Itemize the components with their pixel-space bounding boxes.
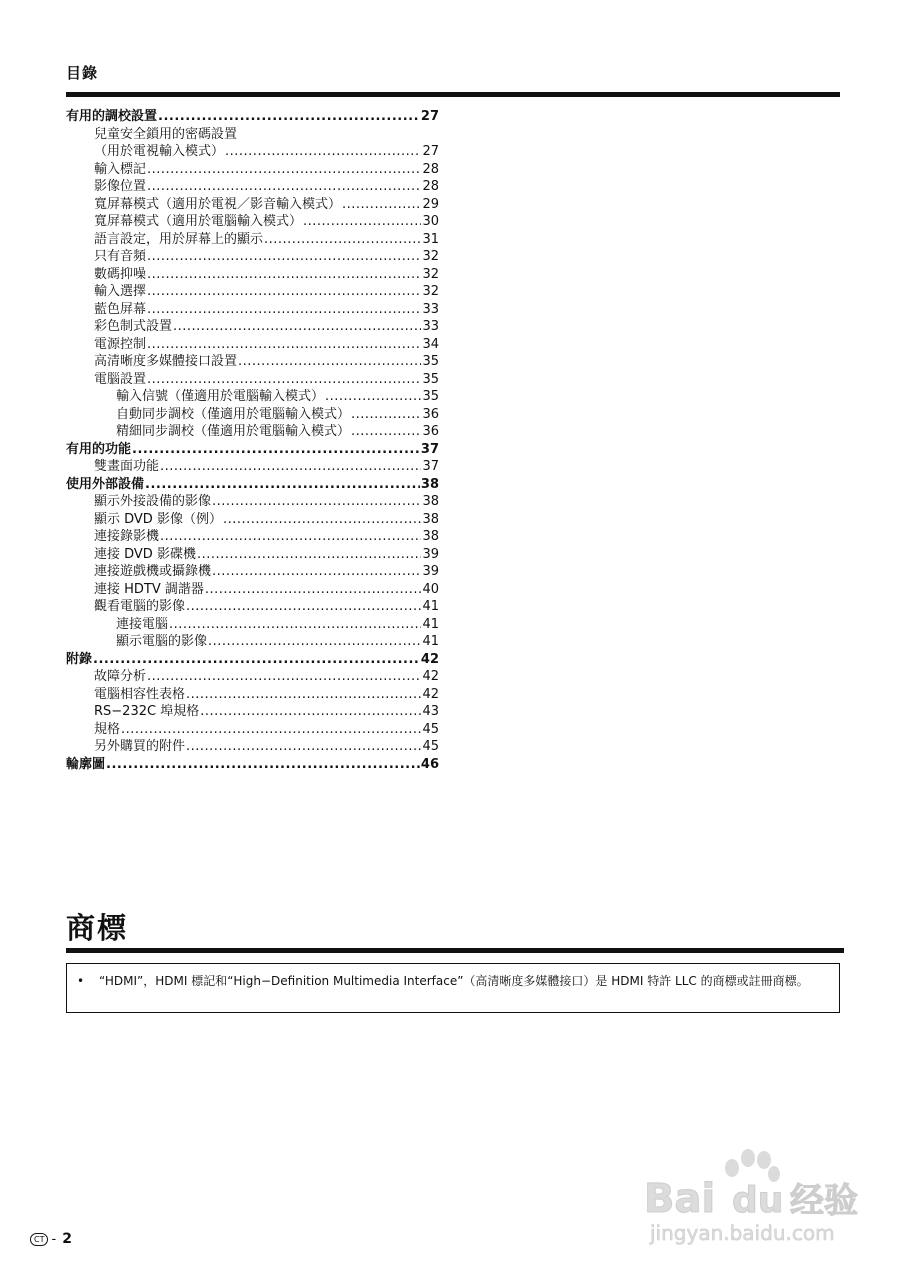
toc-entry [66, 423, 439, 441]
toc-entry-title: RS−232C 埠規格 [94, 704, 200, 719]
toc-entry [66, 406, 439, 424]
toc-entry [66, 301, 439, 319]
toc-entry-page: 27 [422, 144, 439, 159]
baidu-watermark [640, 1140, 880, 1250]
toc-leader-dots [106, 756, 420, 774]
toc-entry-title: 電源控制 [94, 336, 147, 352]
toc-entry-title: 有用的功能 [66, 441, 132, 457]
toc-entry-page: 41 [422, 599, 439, 614]
toc-entry-title: 故障分析 [94, 669, 147, 684]
toc-entry-title: 規格 [94, 721, 121, 737]
toc-entry-page: 28 [422, 161, 439, 177]
toc-entry-page: 32 [422, 284, 439, 299]
toc-leader-dots [342, 196, 421, 214]
toc-entry-title: （用於電視輸入模式） [94, 144, 225, 159]
toc-entry-title: 精細同步調校（僅適用於電腦輸入模式） [116, 424, 351, 439]
trademark-box [66, 963, 840, 1013]
toc-leader-dots [160, 528, 421, 546]
toc-entry-page: 36 [422, 406, 439, 422]
trademark-divider [66, 948, 844, 953]
watermark-brand-left: Bai [644, 1176, 716, 1222]
toc-divider [66, 92, 840, 97]
toc-entry [66, 721, 439, 739]
toc-entry-page: 38 [420, 476, 439, 492]
toc-entry-title: 雙畫面功能 [94, 459, 160, 474]
toc-entry [66, 493, 439, 511]
toc-entry-title: 藍色屏幕 [94, 301, 147, 317]
toc-leader-dots [147, 301, 421, 319]
toc-entry-page: 38 [422, 511, 439, 527]
toc-entry-title: 彩色制式設置 [94, 319, 173, 334]
toc-entry-title: 連接 DVD 影碟機 [94, 546, 196, 562]
toc-entry [66, 546, 439, 564]
bullet-icon: • [77, 974, 85, 988]
toc-entry-title: 輸入信號（僅適用於電腦輸入模式） [116, 389, 325, 404]
toc-entry-page: 41 [422, 634, 439, 649]
toc-entry-title: 兒童安全鎖用的密碼設置 [94, 126, 238, 142]
toc-entry-page: 45 [422, 721, 439, 737]
toc-entry [66, 616, 439, 634]
toc-entry-page: 39 [422, 546, 439, 562]
toc-leader-dots [205, 581, 422, 599]
toc-entry [66, 598, 439, 616]
toc-leader-dots [173, 318, 421, 336]
toc-entry-page: 43 [422, 704, 439, 719]
toc-entry-title: 輸入選擇 [94, 284, 147, 299]
toc-entry-page: 32 [422, 266, 439, 282]
toc-leader-dots [351, 423, 421, 441]
toc-entry-title: 只有音頻 [94, 249, 147, 264]
toc-leader-dots [169, 616, 421, 634]
toc-entry [66, 476, 439, 494]
toc-entry [66, 161, 439, 179]
toc-entry [66, 686, 439, 704]
toc-entry-page: 39 [422, 564, 439, 579]
toc-entry-page: 42 [422, 686, 439, 702]
toc-entry-page: 35 [422, 371, 439, 387]
toc-entry [66, 756, 439, 774]
toc-leader-dots [158, 108, 420, 126]
toc-leader-dots [186, 738, 421, 756]
toc-leader-dots [225, 143, 421, 161]
toc-entry [66, 178, 439, 196]
footer-separator: - [51, 1231, 57, 1247]
toc-entry-title: 連接 HDTV 調諧器 [94, 581, 204, 597]
toc-leader-dots [121, 721, 421, 739]
toc-entry-title: 語言設定，用於屏幕上的顯示 [94, 231, 264, 247]
watermark-url: jingyan.baidu.com [650, 1221, 835, 1245]
toc-entry-page: 34 [422, 336, 439, 352]
toc-entry [66, 353, 439, 371]
toc-entry-title: 寬屏幕模式（適用於電腦輸入模式） [94, 214, 303, 229]
toc-leader-dots [351, 406, 421, 424]
toc-entry-page: 33 [422, 319, 439, 334]
toc-entry [66, 703, 439, 721]
toc-entry [66, 388, 439, 406]
toc-leader-dots [186, 598, 421, 616]
toc-entry-page: 29 [422, 196, 439, 212]
trademark-title: 商標 [66, 911, 129, 945]
toc-entry-title: 顯示外接設備的影像 [94, 494, 212, 509]
toc-entry-title: 連接錄影機 [94, 529, 160, 544]
toc-entry-page: 27 [420, 109, 439, 124]
toc-entry [66, 108, 439, 126]
toc-entry [66, 231, 439, 249]
toc-entry-title: 連接遊戲機或攝錄機 [94, 564, 212, 579]
toc-entry-title: 顯示 DVD 影像（例） [94, 511, 222, 527]
toc-leader-dots [197, 546, 422, 564]
toc-entry [66, 196, 439, 214]
toc-entry [66, 528, 439, 546]
toc-entry-page: 30 [422, 214, 439, 229]
toc-entry-page: 45 [422, 739, 439, 754]
toc-entry [66, 738, 439, 756]
toc-entry [66, 651, 439, 669]
toc-leader-dots [160, 458, 421, 476]
toc-entry-title: 電腦設置 [94, 371, 147, 387]
toc-leader-dots [208, 633, 421, 651]
toc-leader-dots [147, 283, 421, 301]
toc-leader-dots [325, 388, 421, 406]
toc-leader-dots [200, 703, 421, 721]
toc-entry-page: 41 [422, 616, 439, 632]
toc-entry [66, 441, 439, 459]
toc-entry [66, 581, 439, 599]
toc-leader-dots [147, 266, 421, 284]
toc-entry-title: 使用外部設備 [66, 476, 145, 492]
toc-leader-dots [147, 336, 421, 354]
toc-entry-page: 28 [422, 179, 439, 194]
toc-entry-title: 自動同步調校（僅適用於電腦輸入模式） [116, 406, 351, 422]
toc-entry-title: 寬屏幕模式（適用於電視／影音輸入模式） [94, 196, 342, 212]
toc-leader-dots [264, 231, 421, 249]
toc-entry-page: 35 [422, 389, 439, 404]
toc-leader-dots [303, 213, 421, 231]
toc-leader-dots [238, 353, 421, 371]
toc-entry [66, 511, 439, 529]
toc-leader-dots [223, 511, 422, 529]
toc-entry [66, 668, 439, 686]
toc-entry [66, 248, 439, 266]
toc-heading: 目錄 [66, 64, 99, 82]
watermark-brand-cn: 经验 [790, 1181, 858, 1221]
toc-entry-title: 數碼抑噪 [94, 266, 147, 282]
toc-leader-dots [212, 563, 421, 581]
toc-leader-dots [147, 178, 421, 196]
toc-entry-title: 附錄 [66, 651, 93, 667]
toc-entry [66, 126, 439, 144]
toc-entry-title: 觀看電腦的影像 [94, 599, 186, 614]
toc-entry-page: 37 [422, 459, 439, 474]
toc-entry-title: 有用的調校設置 [66, 109, 158, 124]
toc-entry-title: 另外購買的附件 [94, 739, 186, 754]
toc-entry-title: 輪廓圖 [66, 756, 106, 772]
toc-entry [66, 143, 439, 161]
toc-entry [66, 336, 439, 354]
toc-leader-dots [132, 441, 420, 459]
toc-entry-page: 38 [422, 494, 439, 509]
toc-leader-dots [147, 668, 421, 686]
toc-leader-dots [93, 651, 420, 669]
toc-entry [66, 633, 439, 651]
toc-entry-page: 42 [422, 669, 439, 684]
toc-entry-page: 46 [420, 756, 439, 772]
toc-entry-page: 42 [420, 651, 439, 667]
toc-entry-title: 影像位置 [94, 179, 147, 194]
toc-entry-title: 顯示電腦的影像 [116, 634, 208, 649]
trademark-text: “HDMI”，HDMI 標記和“High−Definition Multimedia Interface”（高清晰度多媒體接口）是 HDMI 特許 LLC 的商標或註冊商標。 [99, 974, 809, 988]
toc-entry-page: 35 [422, 354, 439, 369]
toc-entry-page: 33 [422, 301, 439, 317]
toc-entry-page: 40 [422, 581, 439, 597]
table-of-contents [66, 108, 439, 773]
toc-leader-dots [145, 476, 420, 494]
toc-entry-page: 37 [420, 441, 439, 457]
toc-entry-page: 31 [422, 231, 439, 247]
toc-entry-page: 32 [422, 249, 439, 264]
toc-entry [66, 266, 439, 284]
page-footer [30, 1231, 72, 1247]
toc-entry-page: 36 [422, 424, 439, 439]
toc-entry-title: 電腦相容性表格 [94, 686, 186, 702]
toc-leader-dots [147, 161, 421, 179]
watermark-brand-right: du [732, 1180, 784, 1221]
toc-entry [66, 283, 439, 301]
toc-leader-dots [186, 686, 421, 704]
toc-entry [66, 563, 439, 581]
toc-leader-dots [147, 371, 421, 389]
toc-entry-title: 連接電腦 [116, 616, 169, 632]
page-number: 2 [62, 1231, 72, 1247]
toc-entry-title: 高清晰度多媒體接口設置 [94, 354, 238, 369]
language-badge: CT [30, 1233, 48, 1246]
toc-leader-dots [212, 493, 421, 511]
toc-leader-dots [147, 248, 421, 266]
toc-entry [66, 213, 439, 231]
toc-entry-title: 輸入標記 [94, 161, 147, 177]
paw-icon [725, 1149, 780, 1182]
toc-entry-page: 38 [422, 529, 439, 544]
toc-entry [66, 318, 439, 336]
toc-entry [66, 458, 439, 476]
toc-entry [66, 371, 439, 389]
